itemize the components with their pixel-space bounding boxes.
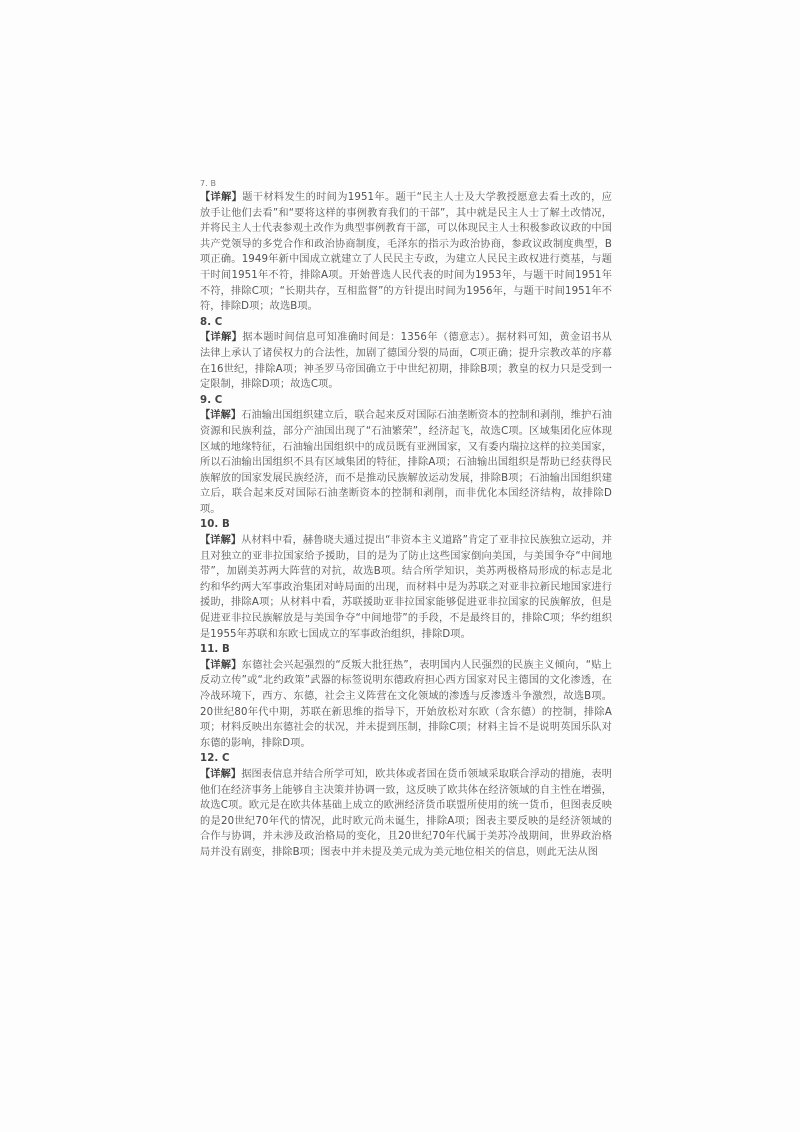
explanation-label: 【详解】 (200, 535, 242, 547)
question-8 (200, 315, 612, 393)
question-number: 10. B (200, 519, 230, 531)
explanation-text: 据图表信息并结合所学可知，欧共体或者国在货币领域采取联合浮动的措施，表明他们在经济事务上能够自主决策并协调一致，这反映了欧共体在经济领域的自主性在增强，故选C项。欧元是在欧共体基础上成立的欧洲经济货币联盟所使用的统一货币，但图表反映的是20世纪70年代的情况，此时欧元尚未诞生，排除A项；图表主要反映的是经济领域的合作与协调，并未涉及政治格局的变化，且20世纪70年代属于美苏冷战期间，世界政治格局并没有剧变，排除B项；图表中并未提及美元成为美元地位相关的信息，则此无法从图 (200, 768, 612, 858)
question-number: 12. C (200, 753, 230, 765)
question-9 (200, 393, 612, 518)
question-11 (200, 642, 612, 751)
explanation-label: 【详解】 (200, 410, 242, 422)
explanation-text: 题干材料发生的时间为1951年。题干“民主人士及大学教授愿意去看土改的，应放手让他们去看”和“要将这样的事例教育我们的干部”，其中就是民主人士了解土改情况，并将民主人士代表参观土改作为典型事例教育干部，可以体现民主人士积极参政议政的中国共产党领导的多党合作和政治协商制度，毛泽东的指示为政治协商，参政议政制度典型，B项正确。1949年新中国成立就建立了人民民主专政，为建立人民民主政权进行奠基，与题干时间1951年不符，排除A项。开始普选人民代表的时间为1953年，与题干时间1951年不符，排除C项；“长期共存，互相监督”的方针提出时间为1956年，与题干时间1951年不符，排除D项；故选B项。 (200, 192, 612, 313)
explanation-label: 【详解】 (200, 192, 243, 203)
explanation-label: 【详解】 (200, 332, 243, 344)
explanation-label: 【详解】 (200, 768, 242, 780)
explanation-paragraph (200, 767, 612, 861)
question-number: 8. C (200, 316, 223, 328)
question-10 (200, 517, 612, 642)
explanation-paragraph (200, 533, 612, 642)
explanation-paragraph (200, 190, 612, 315)
question-12 (200, 751, 612, 860)
explanation-paragraph (200, 330, 612, 392)
explanation-text: 据本题时间信息可知准确时间是：1356年（德意志）。据材料可知，黄金诏书从法律上承认了诸侯权力的合法性，加剧了德国分裂的局面，C项正确；提升宗教改革的序幕在16世纪，排除A项；神圣罗马帝国确立于中世纪初期，排除B项；教皇的权力只是受到一定限制，排除D项；故选C项。 (200, 332, 612, 391)
explanation-paragraph (200, 658, 612, 752)
question-number: 9. C (200, 394, 223, 406)
question-number-top-fragment: 7. B (200, 179, 217, 188)
answer-text-block (200, 178, 612, 861)
question-number: 11. B (200, 644, 230, 656)
explanation-label: 【详解】 (200, 659, 242, 671)
explanation-text: 从材料中看，赫鲁晓夫通过提出“非资本主义道路”肯定了亚非拉民族独立运动，并且对独立的亚非拉国家给予援助，目的是为了防止这些国家倒向美国，与美国争夺“中间地带”，加剧美苏两大阵营的对抗，故选B项。结合所学知识，美苏两极格局形成的标志是北约和华约两大军事政治集团对峙局面的出现，而材料中是为苏联之对亚非拉新民地国家进行援助，排除A项；从材料中看，苏联援助亚非拉国家能够促进亚非拉国家的民族解放，但是促进亚非拉民族解放是与美国争夺“中间地带”的手段，不是最终目的，排除C项；华约组织是1955年苏联和东欧七国成立的军事政治组织，排除D项。 (200, 535, 612, 640)
question-7-explanation (200, 190, 612, 315)
explanation-text: 石油输出国组织建立后，联合起来反对国际石油垄断资本的控制和剥削，维护石油资源和民族利益，部分产油国出现了“石油繁荣”，经济起飞，故选C项。区域集团化应体现区域的地缘特征，石油输出国组织中的成员既有亚洲国家，又有委内瑞拉这样的拉美国家，所以石油输出国组织不具有区域集团的特征，排除A项；石油输出国组织是帮助已经获得民族解放的国家发展民族经济，而不是推动民族解放运动发展，排除B项；石油输出国组织建立后，联合起来反对国际石油垄断资本的控制和剥削，而非优化本国经济结构，故排除D项。 (200, 410, 612, 515)
explanation-paragraph (200, 408, 612, 517)
explanation-text: 东德社会兴起强烈的“反叛大批狂热”，表明国内人民强烈的民族主义倾向，“贴上反动立传”或“北约政策”武器的标签说明东德政府担心西方国家对民主德国的文化渗透，在冷战环境下，西方、东德，社会主义阵营在文化领域的渗透与反渗透斗争激烈，故选B项。20世纪80年代中期，苏联在新思维的指导下，开始放松对东欧（含东德）的控制，排除A项；材料反映出东德社会的状况，并未提到压制，排除C项；材料主旨不是说明英国乐队对东德的影响，排除D项。 (200, 659, 613, 749)
